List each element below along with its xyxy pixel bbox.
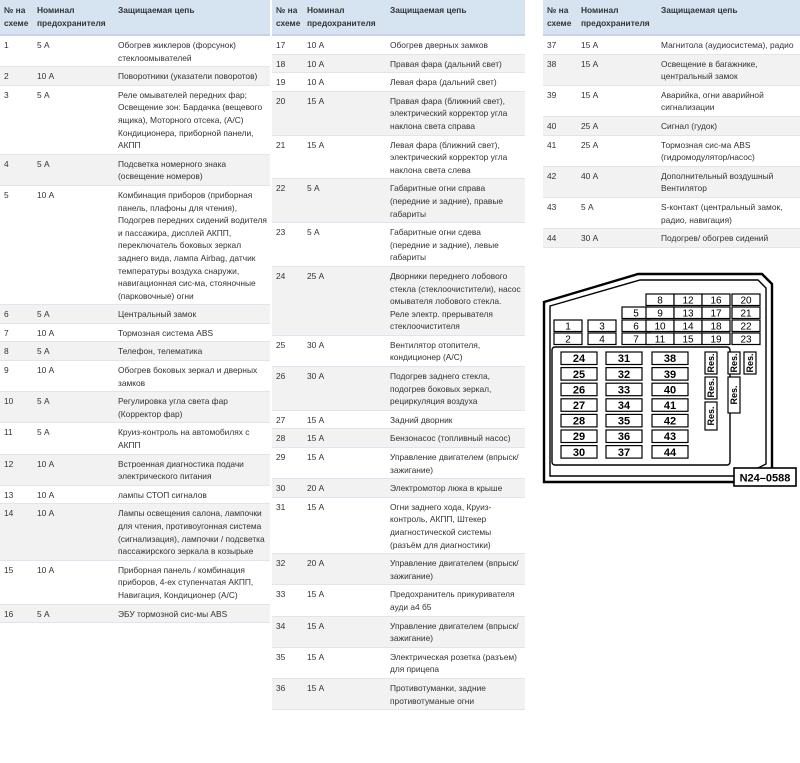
table-row bbox=[272, 179, 525, 223]
fuse-circuit: Подсветка номерного знака (освещение номеров) bbox=[114, 154, 270, 185]
header-num: № на схеме bbox=[0, 0, 33, 35]
fuse-rating: 10 А bbox=[303, 35, 386, 54]
fuse-small-label: 18 bbox=[710, 321, 722, 333]
fuse-number: 2 bbox=[0, 67, 33, 86]
fuse-small-label: 17 bbox=[710, 308, 722, 320]
reserve-fuse-label: Res. bbox=[729, 385, 740, 405]
fuse-rating: 15 А bbox=[577, 35, 657, 54]
fuse-big-label: 38 bbox=[663, 353, 677, 366]
fuse-number: 28 bbox=[272, 429, 303, 448]
table-row bbox=[272, 223, 525, 267]
fuse-number: 6 bbox=[0, 305, 33, 324]
fuse-small-label: 20 bbox=[740, 295, 752, 307]
fuse-rating: 40 А bbox=[577, 166, 657, 197]
table-row bbox=[0, 67, 270, 86]
table-row bbox=[0, 185, 270, 304]
fuse-big-label: 27 bbox=[572, 400, 586, 413]
diagram-code: N24–0588 bbox=[739, 472, 791, 485]
fuse-rating: 30 А bbox=[303, 367, 386, 411]
table-row bbox=[272, 135, 525, 179]
fuse-rating: 15 А bbox=[577, 54, 657, 85]
table-row bbox=[272, 266, 525, 335]
header-num: № на схеме bbox=[272, 0, 303, 35]
fuse-small-label: 12 bbox=[682, 295, 694, 307]
fuse-circuit: S-контакт (центральный замок, радио, навигация) bbox=[657, 197, 800, 228]
fuse-table-2 bbox=[272, 0, 525, 710]
fuse-big-label: 39 bbox=[663, 368, 677, 381]
fuse-big-label: 31 bbox=[617, 353, 631, 366]
fuse-rating: 5 А bbox=[33, 342, 114, 361]
fuse-small-label: 13 bbox=[682, 308, 694, 320]
fuse-circuit: Электрическая розетка (разъем) для прицепа bbox=[386, 647, 525, 678]
fuse-small-label: 22 bbox=[740, 321, 752, 333]
fuse-circuit: Магнитола (аудиосистема), радио bbox=[657, 35, 800, 54]
fuse-circuit: Реле омывателей передних фар; Освещение зон: Бардачка (вещевого ящика), Моторного отсека, (А/С) Кондиционера, приборной панели, АКПП bbox=[114, 85, 270, 154]
fuse-rating: 25 А bbox=[577, 116, 657, 135]
fuse-number: 30 bbox=[272, 479, 303, 498]
fuse-rating: 15 А bbox=[303, 429, 386, 448]
fuse-rating: 5 А bbox=[33, 85, 114, 154]
fuse-circuit: Левая фара (дальний свет) bbox=[386, 73, 525, 92]
header-rating: Номинал предохранителя bbox=[33, 0, 114, 35]
fuse-number: 20 bbox=[272, 91, 303, 135]
fuse-number: 43 bbox=[543, 197, 577, 228]
table-row bbox=[0, 504, 270, 560]
table-row bbox=[0, 485, 270, 504]
fuse-number: 41 bbox=[543, 135, 577, 166]
fuse-circuit: Габаритные огни сдева (передние и задние), левые габариты bbox=[386, 223, 525, 267]
table-row bbox=[272, 647, 525, 678]
fuse-small-label: 15 bbox=[682, 334, 694, 346]
table-row bbox=[272, 616, 525, 647]
fuse-circuit: Задний дворник bbox=[386, 410, 525, 429]
fuse-rating: 10 А bbox=[33, 323, 114, 342]
fuse-circuit: Левая фара (ближний свет), электрический корректор угла наклона света слева bbox=[386, 135, 525, 179]
fuse-small-label: 11 bbox=[654, 334, 666, 346]
fuse-rating: 5 А bbox=[577, 197, 657, 228]
fuse-rating: 15 А bbox=[303, 135, 386, 179]
table-row bbox=[272, 448, 525, 479]
fuse-number: 1 bbox=[0, 35, 33, 67]
fuse-circuit: Подогрев заднего стекла, подогрев боковых зеркал, рециркуляция воздуха bbox=[386, 367, 525, 411]
fuse-circuit: Управление двигателем (впрыск/ зажигание) bbox=[386, 448, 525, 479]
fuse-big-label: 41 bbox=[663, 400, 677, 413]
table-row bbox=[543, 35, 800, 54]
table-row bbox=[0, 35, 270, 67]
fuse-big-label: 36 bbox=[617, 431, 631, 444]
table-header bbox=[0, 0, 270, 35]
table-row bbox=[272, 479, 525, 498]
table-row bbox=[0, 342, 270, 361]
fuse-rating: 15 А bbox=[303, 91, 386, 135]
fuse-number: 22 bbox=[272, 179, 303, 223]
fuse-circuit: Комбинация приборов (приборная панель, плафоны для чтения), Подогрев передних сидений водителя и пассажира, дисплей АКПП, переключатель боковых зеркал заднего вида, лампа Airbag, датчик температуры воздуха снаружи, навигационная сис-ма, стояночные (парковочные) огни bbox=[114, 185, 270, 304]
fuse-rating: 10 А bbox=[303, 73, 386, 92]
table-row bbox=[272, 678, 525, 709]
fuse-small-label: 19 bbox=[710, 334, 722, 346]
fuse-number: 9 bbox=[0, 361, 33, 392]
table-row bbox=[0, 85, 270, 154]
table-row bbox=[272, 54, 525, 73]
fuse-rating: 15 А bbox=[303, 678, 386, 709]
fuse-rating: 20 А bbox=[303, 554, 386, 585]
reserve-fuse-label: Res. bbox=[706, 378, 717, 398]
fuse-number: 24 bbox=[272, 266, 303, 335]
fuse-circuit: Бензонасос (топливный насос) bbox=[386, 429, 525, 448]
fuse-small-label: 2 bbox=[565, 334, 571, 346]
fuse-circuit: Обогрев дверных замков bbox=[386, 35, 525, 54]
fuse-rating: 5 А bbox=[303, 223, 386, 267]
table-row bbox=[0, 323, 270, 342]
fuse-rating: 5 А bbox=[33, 35, 114, 67]
fuse-circuit: Габаритные огни справа (передние и задние), правые габариты bbox=[386, 179, 525, 223]
fuse-rating: 15 А bbox=[303, 647, 386, 678]
fuse-number: 4 bbox=[0, 154, 33, 185]
fuse-rating: 15 А bbox=[577, 85, 657, 116]
table-row bbox=[272, 554, 525, 585]
fuse-number: 38 bbox=[543, 54, 577, 85]
fuse-circuit: Управление двигателем (впрыск/ зажигание) bbox=[386, 554, 525, 585]
fuse-small-label: 14 bbox=[682, 321, 694, 333]
fuse-number: 33 bbox=[272, 585, 303, 616]
fuse-big-label: 37 bbox=[617, 446, 631, 459]
table-row bbox=[272, 429, 525, 448]
table-header bbox=[272, 0, 525, 35]
fuse-circuit: ЭБУ тормозной сис-мы ABS bbox=[114, 604, 270, 623]
table-row bbox=[272, 410, 525, 429]
diagram-code-box bbox=[734, 468, 796, 486]
fuse-number: 3 bbox=[0, 85, 33, 154]
fuse-number: 36 bbox=[272, 678, 303, 709]
fuse-small-label: 16 bbox=[710, 295, 722, 307]
fuse-circuit: Электромотор люка в крыше bbox=[386, 479, 525, 498]
table-row bbox=[0, 154, 270, 185]
header-num: № на схеме bbox=[543, 0, 577, 35]
fuse-big-label: 43 bbox=[663, 431, 677, 444]
fuse-number: 31 bbox=[272, 497, 303, 553]
table-row bbox=[0, 392, 270, 423]
fuse-number: 37 bbox=[543, 35, 577, 54]
fuse-rating: 10 А bbox=[33, 361, 114, 392]
fuse-circuit: Встроенная диагностика подачи электрического питания bbox=[114, 454, 270, 485]
fuse-number: 40 bbox=[543, 116, 577, 135]
fuse-circuit: Тормозная система ABS bbox=[114, 323, 270, 342]
table-row bbox=[543, 166, 800, 197]
fuse-circuit: Обогрев боковых зеркал и дверных замков bbox=[114, 361, 270, 392]
fuse-circuit: Обогрев жиклеров (форсунок) стеклоомывателей bbox=[114, 35, 270, 67]
fuse-circuit: Огни заднего хода, Круиз-контроль, АКПП, Штекер диагностической системы (разъём для диагностики) bbox=[386, 497, 525, 553]
fuse-circuit: Дворники переднего лобового стекла (стеклоочистители), насос омывателя лобового стекла. Реле электр. прерывателя стеклоочистителя bbox=[386, 266, 525, 335]
fuse-circuit: Правая фара (дальний свет) bbox=[386, 54, 525, 73]
table-row bbox=[0, 361, 270, 392]
fuse-rating: 20 А bbox=[303, 479, 386, 498]
fuse-number: 16 bbox=[0, 604, 33, 623]
fuse-number: 18 bbox=[272, 54, 303, 73]
fuse-number: 19 bbox=[272, 73, 303, 92]
fuse-number: 34 bbox=[272, 616, 303, 647]
fuse-number: 29 bbox=[272, 448, 303, 479]
table-row bbox=[0, 423, 270, 454]
fuse-rating: 30 А bbox=[303, 335, 386, 366]
fuse-circuit: Аварийка, огни аварийной сигнализации bbox=[657, 85, 800, 116]
reserve-fuse-label: Res. bbox=[745, 353, 756, 373]
fuse-small-label: 10 bbox=[654, 321, 666, 333]
fuse-rating: 5 А bbox=[33, 604, 114, 623]
fuse-circuit: Противотуманки, задние противотуманые огни bbox=[386, 678, 525, 709]
fuse-big-label: 26 bbox=[572, 384, 586, 397]
fuse-rating: 15 А bbox=[303, 616, 386, 647]
fuse-big-label: 33 bbox=[617, 384, 631, 397]
fuse-small-label: 23 bbox=[740, 334, 752, 346]
fuse-number: 12 bbox=[0, 454, 33, 485]
table-row bbox=[0, 560, 270, 604]
fuse-circuit: Предохранитель прикуривателя ауди а4 б5 bbox=[386, 585, 525, 616]
fuse-rating: 5 А bbox=[303, 179, 386, 223]
fuse-number: 42 bbox=[543, 166, 577, 197]
fuse-circuit: Тормозная сис-ма ABS (гидромодулятор/насос) bbox=[657, 135, 800, 166]
header-circuit: Защищаемая цепь bbox=[114, 0, 270, 35]
fuse-circuit: Вентилятор отопителя, кондиционер (А/С) bbox=[386, 335, 525, 366]
fuse-small-label: 9 bbox=[657, 308, 663, 320]
fuse-circuit: Правая фара (ближний свет), электрический корректор угла наклона света справа bbox=[386, 91, 525, 135]
header-circuit: Защищаемая цепь bbox=[657, 0, 800, 35]
fuse-number: 14 bbox=[0, 504, 33, 560]
table-row bbox=[272, 35, 525, 54]
fuse-circuit: Лампы освещения салона, лампочки для чтения, противоугонная система (сигнализация), лампочки / подсветка пассажирского зеркала в козырьке bbox=[114, 504, 270, 560]
fuse-small-label: 7 bbox=[633, 334, 639, 346]
fuse-number: 8 bbox=[0, 342, 33, 361]
fuse-number: 26 bbox=[272, 367, 303, 411]
fuse-small-label: 1 bbox=[565, 321, 571, 333]
fuse-rating: 10 А bbox=[33, 454, 114, 485]
reserve-fuse-label: Res. bbox=[729, 353, 740, 373]
fuse-circuit: Центральный замок bbox=[114, 305, 270, 324]
fuse-circuit: Телефон, телематика bbox=[114, 342, 270, 361]
fuse-small-label: 8 bbox=[657, 295, 663, 307]
fuse-rating: 15 А bbox=[303, 585, 386, 616]
table-row bbox=[543, 54, 800, 85]
fuse-number: 25 bbox=[272, 335, 303, 366]
fuse-number: 15 bbox=[0, 560, 33, 604]
fuse-big-label: 42 bbox=[663, 415, 677, 428]
fuse-number: 7 bbox=[0, 323, 33, 342]
reserve-fuse-label: Res. bbox=[706, 406, 717, 426]
fuse-circuit: Регулировка угла света фар (Корректор фар) bbox=[114, 392, 270, 423]
fuse-rating: 30 А bbox=[577, 229, 657, 248]
fuse-number: 11 bbox=[0, 423, 33, 454]
fuse-rating: 10 А bbox=[33, 67, 114, 86]
header-rating: Номинал предохранителя bbox=[303, 0, 386, 35]
fuse-small-label: 6 bbox=[633, 321, 639, 333]
fuse-number: 27 bbox=[272, 410, 303, 429]
table-row bbox=[0, 454, 270, 485]
table-row bbox=[0, 305, 270, 324]
fuse-big-label: 40 bbox=[663, 384, 677, 397]
fuse-rating: 5 А bbox=[33, 423, 114, 454]
table-row bbox=[272, 91, 525, 135]
fuse-rating: 5 А bbox=[33, 392, 114, 423]
fuse-rating: 15 А bbox=[303, 497, 386, 553]
fuse-circuit: Приборная панель / комбинация приборов, 4-ех ступенчатая АКПП, Навигация, Кондиционер (А/С) bbox=[114, 560, 270, 604]
fuse-big-label: 44 bbox=[663, 446, 677, 459]
fuse-small-label: 4 bbox=[599, 334, 605, 346]
fuse-small-label: 5 bbox=[633, 308, 639, 320]
table-row bbox=[272, 367, 525, 411]
fuse-rating: 5 А bbox=[33, 154, 114, 185]
fuse-number: 10 bbox=[0, 392, 33, 423]
fuse-circuit: лампы СТОП сигналов bbox=[114, 485, 270, 504]
fuse-big-label: 24 bbox=[572, 353, 586, 366]
fuse-rating: 10 А bbox=[33, 185, 114, 304]
table-row bbox=[543, 116, 800, 135]
fuse-table-1 bbox=[0, 0, 270, 623]
fuse-small-label: 3 bbox=[599, 321, 605, 333]
fuse-number: 21 bbox=[272, 135, 303, 179]
fuse-number: 17 bbox=[272, 35, 303, 54]
fuse-circuit: Сигнал (гудок) bbox=[657, 116, 800, 135]
fuse-rating: 15 А bbox=[303, 448, 386, 479]
fuse-circuit: Освещение в багажнике, центральный замок bbox=[657, 54, 800, 85]
table-row bbox=[272, 585, 525, 616]
table-row bbox=[272, 335, 525, 366]
table-row bbox=[543, 229, 800, 248]
fuse-rating: 15 А bbox=[303, 410, 386, 429]
fuse-number: 35 bbox=[272, 647, 303, 678]
table-row bbox=[543, 135, 800, 166]
fuse-number: 5 bbox=[0, 185, 33, 304]
header-circuit: Защищаемая цепь bbox=[386, 0, 525, 35]
fuse-big-label: 25 bbox=[572, 368, 586, 381]
table-header bbox=[543, 0, 800, 35]
fuse-rating: 5 А bbox=[33, 305, 114, 324]
fuse-circuit: Круиз-контроль на автомобилях с АКПП bbox=[114, 423, 270, 454]
table-row bbox=[272, 73, 525, 92]
fuse-rating: 25 А bbox=[303, 266, 386, 335]
reserve-fuse-label: Res. bbox=[706, 353, 717, 373]
fuse-rating: 25 А bbox=[577, 135, 657, 166]
fuse-number: 13 bbox=[0, 485, 33, 504]
fuse-circuit: Управление двигателем (впрыск/ зажигание) bbox=[386, 616, 525, 647]
fuse-big-label: 32 bbox=[617, 368, 631, 381]
fuse-rating: 10 А bbox=[33, 560, 114, 604]
fuse-table-3 bbox=[543, 0, 800, 248]
fuse-box-diagram bbox=[536, 272, 800, 490]
table-row bbox=[0, 604, 270, 623]
fuse-rating: 10 А bbox=[33, 504, 114, 560]
fuse-big-label: 30 bbox=[572, 446, 586, 459]
fuse-circuit: Поворотники (указатели поворотов) bbox=[114, 67, 270, 86]
table-row bbox=[543, 197, 800, 228]
fuse-big-label: 34 bbox=[617, 400, 631, 413]
fuse-rating: 10 А bbox=[303, 54, 386, 73]
fuse-number: 23 bbox=[272, 223, 303, 267]
fuse-circuit: Дополнительный воздушный Вентилятор bbox=[657, 166, 800, 197]
fuse-number: 32 bbox=[272, 554, 303, 585]
fuse-big-label: 28 bbox=[572, 415, 586, 428]
table-row bbox=[543, 85, 800, 116]
fuse-number: 39 bbox=[543, 85, 577, 116]
table-row bbox=[272, 497, 525, 553]
fuse-big-label: 35 bbox=[617, 415, 631, 428]
header-rating: Номинал предохранителя bbox=[577, 0, 657, 35]
fuse-big-label: 29 bbox=[572, 431, 586, 444]
fuse-small-label: 21 bbox=[740, 308, 752, 320]
fuse-circuit: Подогрев/ обогрев сидений bbox=[657, 229, 800, 248]
fuse-rating: 10 А bbox=[33, 485, 114, 504]
fuse-number: 44 bbox=[543, 229, 577, 248]
